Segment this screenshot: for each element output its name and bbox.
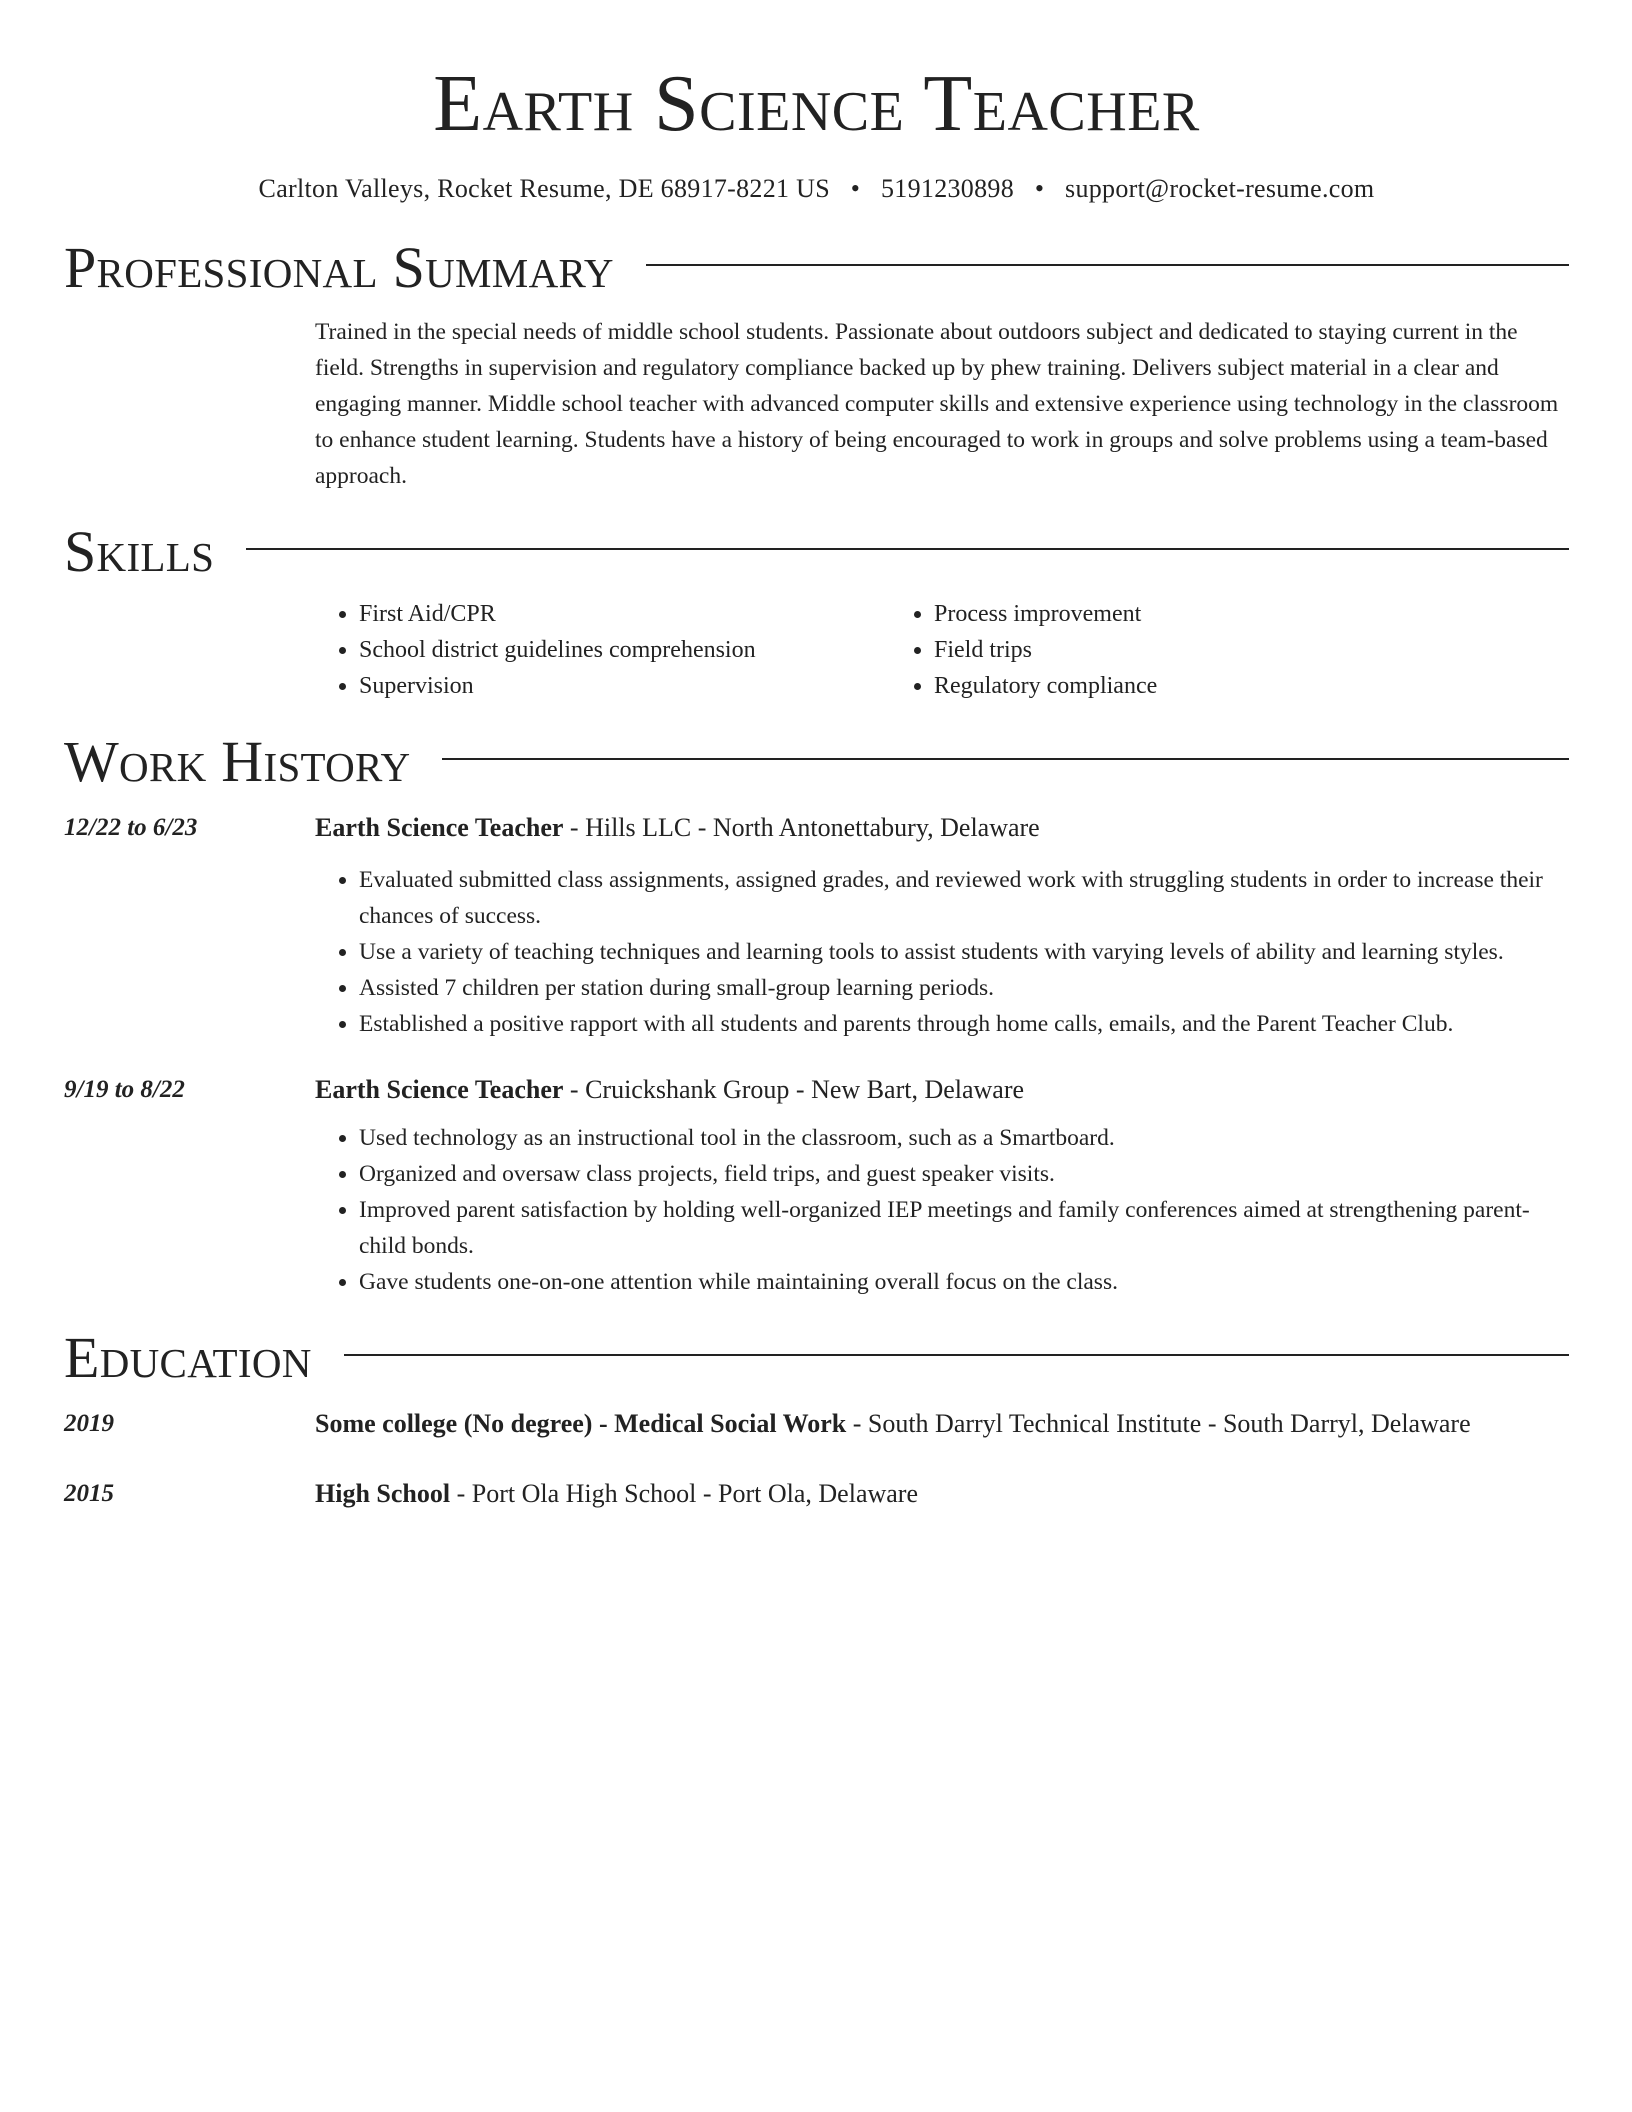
job-title-line [315,810,1569,846]
job-title: Earth Science Teacher [315,1075,564,1104]
skill-item: • Field trips [934,632,1465,668]
job-bullets [315,1120,1569,1300]
contact-address: Carlton Valleys, Rocket Resume, DE 68917-8221 US [258,174,830,203]
job-title-line [315,1072,1569,1108]
job-detail [315,810,1569,1042]
summary-heading: Professional Summary [64,235,614,300]
job-entry [64,1072,1569,1300]
section-divider [246,548,1569,550]
skill-item: • Regulatory compliance [934,668,1465,704]
summary-text: Trained in the special needs of middle school students. Passionate about outdoors subject and dedicated to staying current in the field. Strengths in supervision and regulatory compliance backed up by phew training. Delivers subject material in a clear and engaging manner. Middle school teacher with advanced computer skills and extensive experience using technology in the classroom to enhance student learning. Students have a history of being encouraged to work in groups and solve problems using a team-based approach. [315,319,1559,489]
education-detail [315,1476,1569,1512]
contact-line [64,172,1569,206]
education-heading: Education [64,1325,312,1390]
skills-list [315,596,1569,704]
job-bullet: • Evaluated submitted class assignments, assigned grades, and reviewed work with struggling students in order to increase their chances of success. [359,862,1569,934]
job-bullets [315,862,1569,1042]
education-entry [64,1406,1569,1442]
section-divider [344,1354,1569,1356]
job-bullet: • Used technology as an instructional tool in the classroom, such as a Smartboard. [359,1120,1569,1156]
job-bullet: • Organized and oversaw class projects, field trips, and guest speaker visits. [359,1156,1569,1192]
work-section-header [64,730,1569,794]
job-dates: 12/22 to 6/23 [64,814,198,841]
skills-column-left [315,596,890,704]
job-detail [315,1072,1569,1300]
contact-separator: • [1034,174,1045,203]
job-employer: - Cruickshank Group - New Bart, Delaware [563,1075,1025,1104]
section-divider [442,758,1569,760]
job-bullet: • Assisted 7 children per station during small-group learning periods. [359,970,1569,1006]
education-school: - Port Ola High School - Port Ola, Delaware [450,1479,918,1508]
education-entry [64,1476,1569,1512]
skill-item: • Supervision [359,668,890,704]
skills-heading: Skills [64,519,215,584]
job-bullet: • Improved parent satisfaction by holding well-organized IEP meetings and family conferences aimed at strengthening parent-child bonds. [359,1192,1569,1264]
skills-section-header [64,520,1569,584]
skill-item: • School district guidelines comprehension [359,632,890,668]
section-divider [646,264,1569,266]
job-entry [64,810,1569,1042]
contact-separator: • [850,174,861,203]
education-school: - South Darryl Technical Institute - South Darryl, Delaware [846,1409,1471,1438]
job-employer: - Hills LLC - North Antonettabury, Delaware [563,813,1040,842]
education-section-header [64,1326,1569,1390]
contact-email: support@rocket-resume.com [1065,174,1375,203]
work-heading: Work History [64,729,411,794]
job-dates: 9/19 to 8/22 [64,1076,185,1103]
education-title: Some college (No degree) - Medical Social Work [315,1409,847,1438]
skill-item: • Process improvement [934,596,1465,632]
skills-column-right [890,596,1465,704]
education-year: 2019 [64,1410,114,1437]
education-year: 2015 [64,1480,114,1507]
job-bullet: • Established a positive rapport with all students and parents through home calls, emails, and the Parent Teacher Club. [359,1006,1569,1042]
job-bullet: • Use a variety of teaching techniques and learning tools to assist students with varying levels of ability and learning styles. [359,934,1569,970]
education-detail [315,1406,1569,1442]
candidate-name: Earth Science Teacher [433,60,1200,148]
resume-page [64,0,1569,1512]
summary-section-header [64,236,1569,300]
education-title: High School [315,1479,451,1508]
job-title: Earth Science Teacher [315,813,564,842]
skill-item: • First Aid/CPR [359,596,890,632]
job-bullet: • Gave students one-on-one attention while maintaining overall focus on the class. [359,1264,1569,1300]
contact-phone: 5191230898 [881,174,1014,203]
